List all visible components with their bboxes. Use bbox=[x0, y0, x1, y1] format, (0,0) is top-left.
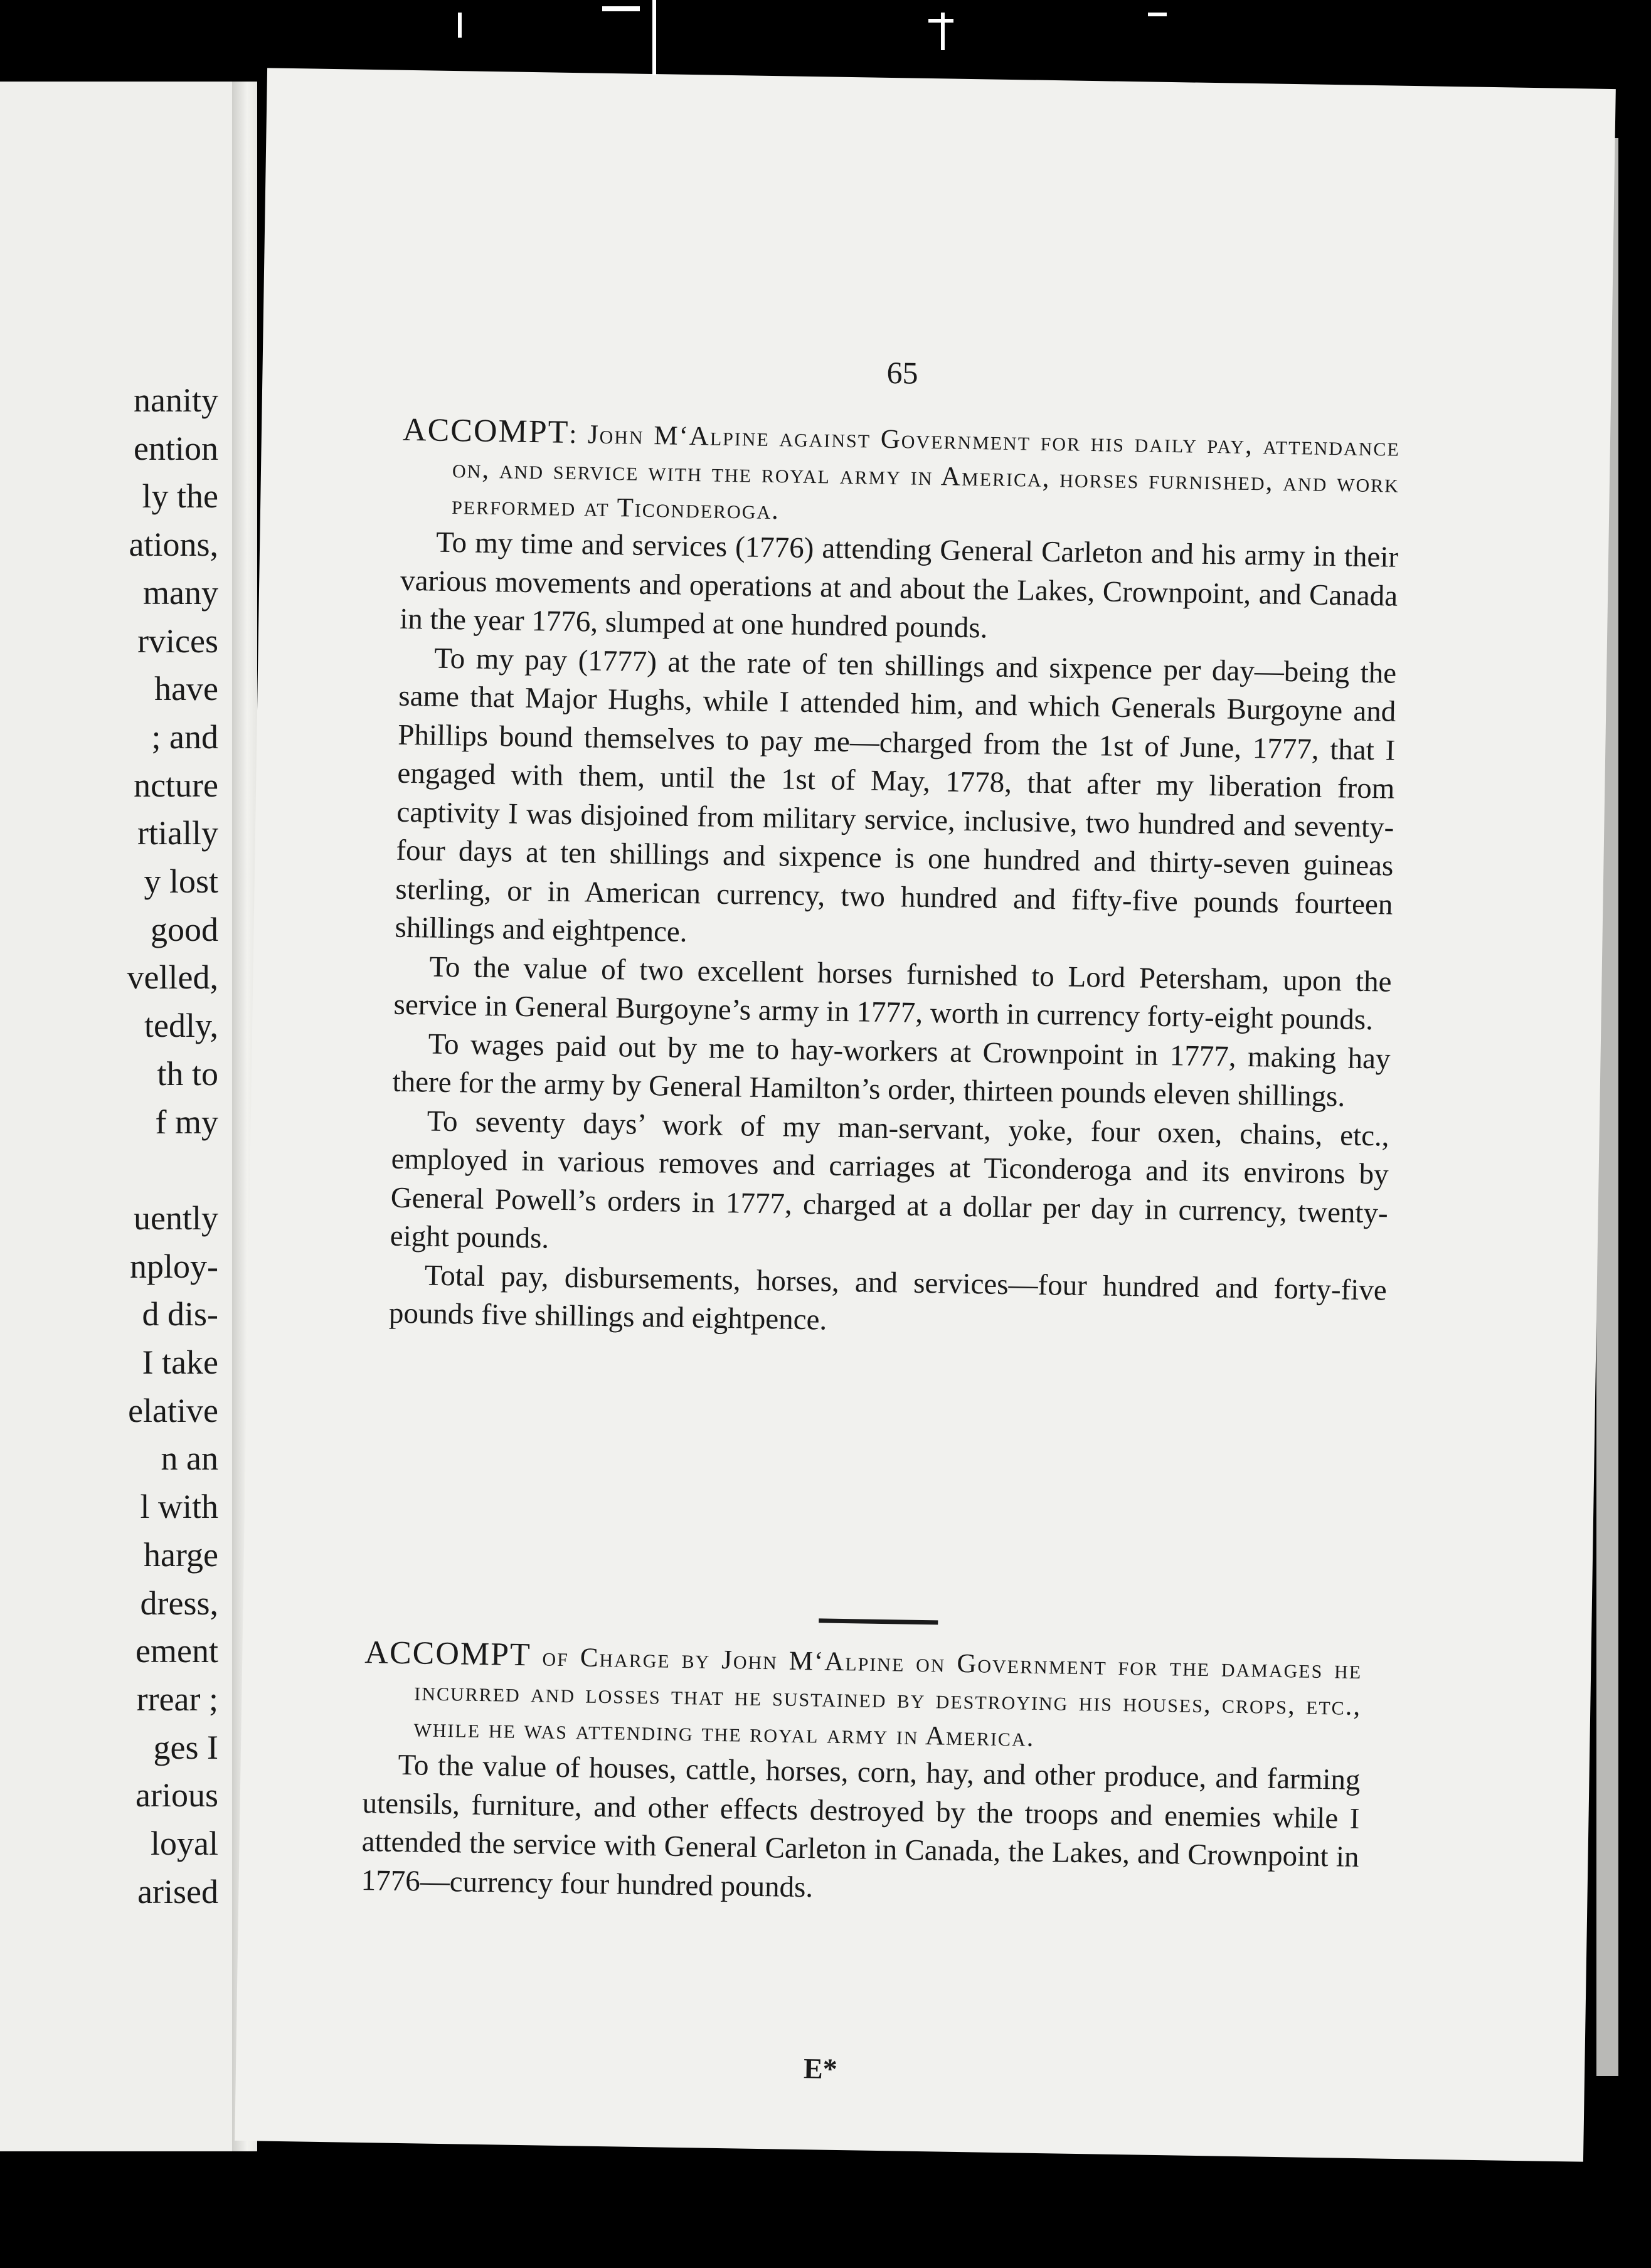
paragraph: Total pay, disbursements, horses, and services—four hundred and forty-five pounds five shillings and eightpence. bbox=[388, 1258, 1388, 1337]
section-divider bbox=[819, 1618, 938, 1624]
left-page-line: I take bbox=[142, 1343, 218, 1382]
paragraph: To the value of houses, cattle, horses, corn, hay, and other produce, and farming utensils, furniture, and other effects destroyed by the troops and enemies while I attended the service with General Carleton in Canada, the Lakes, and Crownpoint in 1776—currency four hundred pounds. bbox=[361, 1748, 1361, 1904]
left-page-line: rrear ; bbox=[136, 1680, 218, 1718]
left-page-line: ges I bbox=[153, 1728, 218, 1766]
left-page-line: dress, bbox=[140, 1584, 218, 1622]
left-page-line: good bbox=[151, 910, 218, 948]
heading-lead: ACCOMPT bbox=[364, 1635, 532, 1673]
left-page-line: ncture bbox=[134, 766, 218, 804]
paragraph: To the value of two excellent horses furnished to Lord Petersham, upon the service in General Burgoyne’s army in 1777, worth in currency forty-eight pounds. bbox=[393, 950, 1392, 1037]
left-page-line: have bbox=[154, 670, 218, 708]
left-page-line: rtially bbox=[137, 814, 218, 852]
left-page-line: arised bbox=[137, 1872, 218, 1910]
left-page-line: arious bbox=[135, 1776, 218, 1815]
left-page-line: loyal bbox=[151, 1825, 218, 1863]
section-heading bbox=[363, 1635, 1362, 1761]
left-page-line: uently bbox=[134, 1199, 218, 1237]
left-page-line: f my bbox=[155, 1103, 218, 1141]
left-page-line: rvices bbox=[137, 622, 218, 660]
left-page-line: y lost bbox=[144, 862, 218, 901]
left-page-line: ; and bbox=[151, 718, 218, 756]
left-page-line: th to bbox=[157, 1054, 218, 1093]
left-page-line: ly the bbox=[142, 477, 218, 516]
scan-artifacts bbox=[0, 0, 1651, 94]
left-page-line: many bbox=[143, 573, 218, 612]
left-page-line bbox=[0, 1146, 218, 1194]
left-page-line: ention bbox=[134, 429, 218, 467]
left-page-line: nanity bbox=[134, 381, 218, 419]
left-page-line: velled, bbox=[127, 958, 218, 997]
heading-lead: ACCOMPT bbox=[402, 411, 570, 450]
paragraph: To my time and services (1776) attending General Carleton and his army in their various movements and operations at and about the Lakes, Crownpoint, and Canada in the year 1776, slumped at one hundred pounds. bbox=[399, 526, 1399, 645]
accompt-section-1 bbox=[388, 412, 1400, 1349]
left-page-line: ations, bbox=[129, 526, 218, 564]
left-page-line: nploy- bbox=[130, 1247, 218, 1285]
left-page-line: l with bbox=[140, 1488, 218, 1526]
paragraph: To wages paid out by me to hay-workers at Crownpoint in 1777, making hay there for the army by General Hamilton’s order, thirteen pounds eleven shillings. bbox=[392, 1027, 1391, 1113]
left-page-text bbox=[0, 376, 218, 1916]
signature-mark: E* bbox=[803, 2052, 838, 2085]
left-page-line: ement bbox=[135, 1632, 218, 1670]
section-heading bbox=[401, 412, 1401, 539]
page-number: 65 bbox=[886, 354, 919, 391]
left-page-line: harge bbox=[144, 1535, 218, 1574]
left-page-line: d dis- bbox=[142, 1295, 218, 1333]
heading-text: of Charge by John M‘Alpine on Government for the damages he incurred and losses that he sustained by destroying his houses, crops, etc., while he was attending the royal army in America. bbox=[413, 1642, 1362, 1752]
left-page bbox=[0, 82, 232, 2151]
accompt-section-2 bbox=[361, 1635, 1362, 1916]
heading-text: : John M‘Alpine against Government for his daily pay, attendance on, and service with the royal army in America, horses furnished, and work performed at Ticonderoga. bbox=[451, 419, 1401, 526]
paragraph: To my pay (1777) at the rate of ten shillings and sixpence per day—being the same that Major Hughs, while I attended him, and which Generals Burgoyne and Phillips bound themselves to pay me—charged from the 1st of June, 1777, that I engaged with them, until the 1st of May, 1778, that after my liberation from captivity I was disjoined from military service, inclusive, two hundred and seventy-four days at ten shillings and sixpence is one hundred and thirty-seven guineas sterling, or in American currency, two hundred and fifty-five pounds fourteen shillings and eightpence. bbox=[395, 642, 1397, 949]
left-page-line: elative bbox=[128, 1391, 218, 1429]
left-page-line: n an bbox=[161, 1439, 218, 1478]
right-page bbox=[235, 68, 1616, 2161]
left-page-line: tedly, bbox=[144, 1007, 218, 1045]
paragraph: To seventy days’ work of my man-servant, yoke, four oxen, chains, etc., employed in various removes and carriages at Ticonderoga and its environs by General Powell’s orders in 1777, charged at a dollar per day in currency, twenty-eight pounds. bbox=[390, 1105, 1389, 1255]
